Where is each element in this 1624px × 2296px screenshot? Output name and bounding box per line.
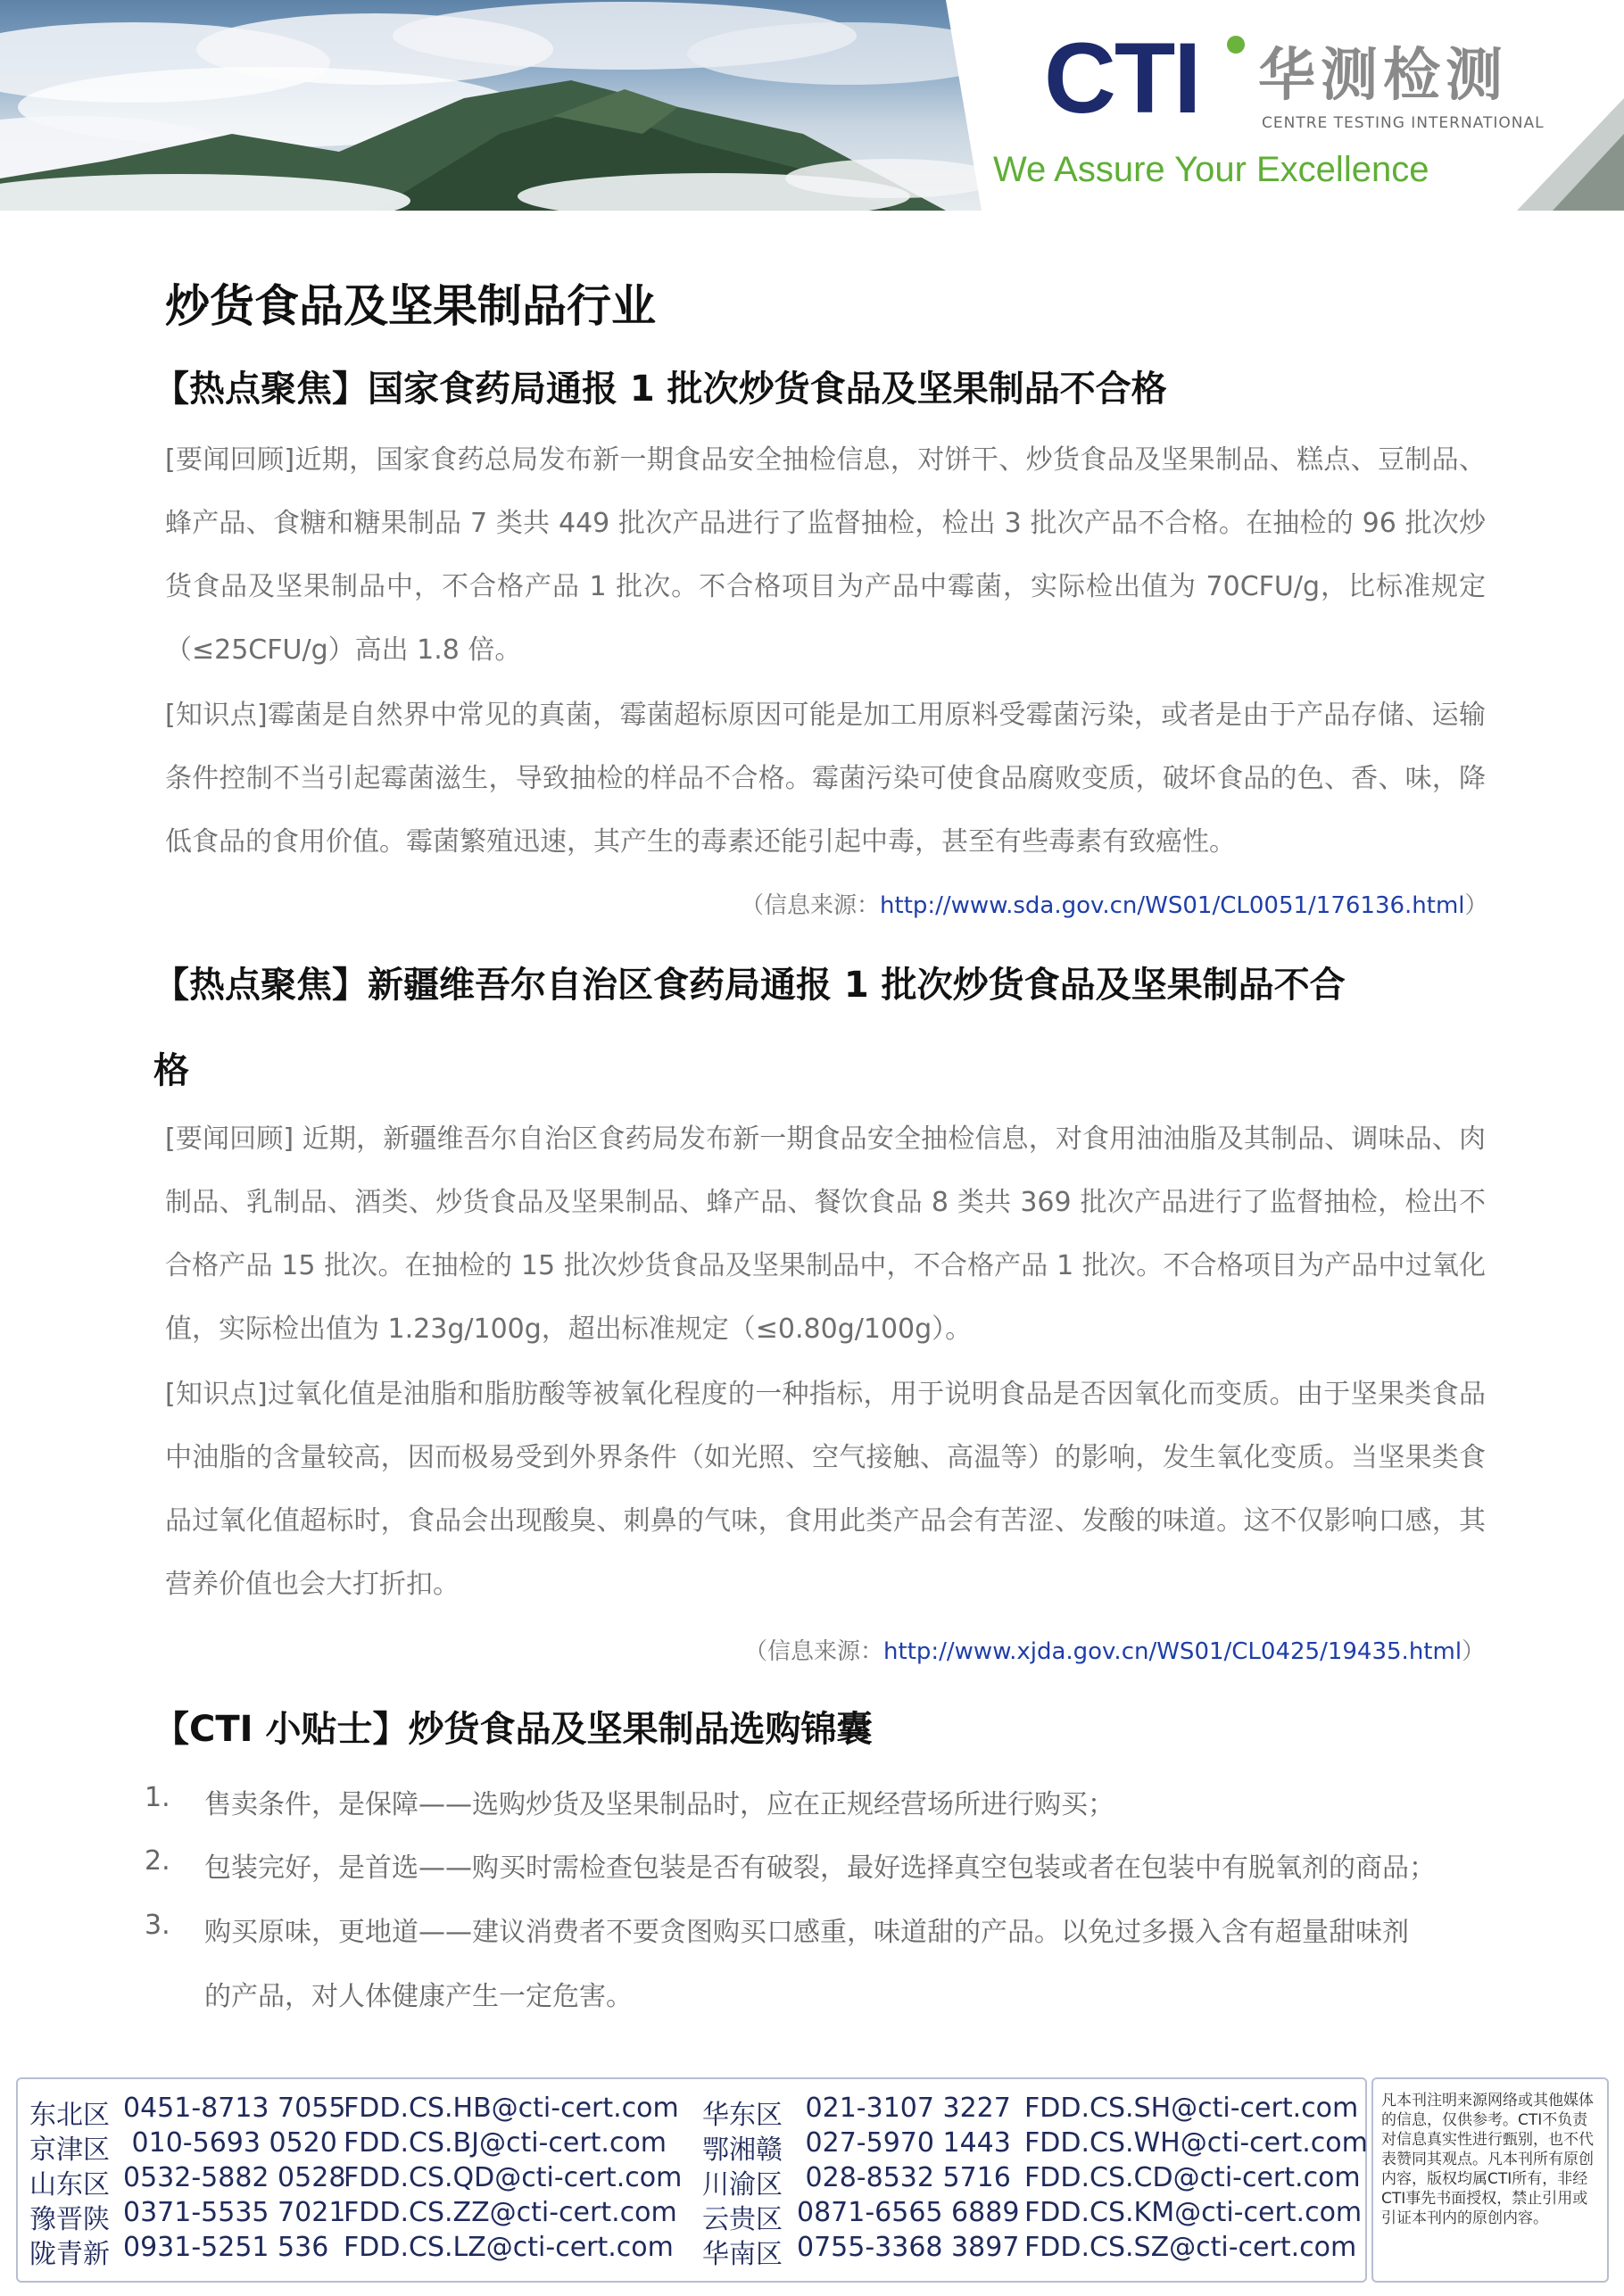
article1-knowledge: [知识点]霉菌是自然界中常见的真菌，霉菌超标原因可能是加工用原料受霉菌污染，或者是由于产品存储、运输条件控制不当引起霉菌滋生，导致抽检的样品不合格。霉菌污染可使食品腐败变质，破坏食品的色、香、味，降低食品的食用价值。霉菌繁殖迅速，其产生的毒素还能引起中毒，甚至有些毒素有致癌性。: [165, 700, 1486, 858]
contact-email[interactable]: FDD.CS.QD@cti-cert.com: [344, 2162, 683, 2193]
article1-news: [要闻回顾]近期，国家食药总局发布新一期食品安全抽检信息，对饼干、炒货食品及坚果制品、糕点、豆制品、蜂产品、食糖和糖果制品 7 类共 449 批次产品进行了监督抽检，检出 3 批次产品不合格。在抽检的 96 批次炒货食品及坚果制品中，不合格产品 1 批次。不合格项目为产品中霉菌，实际检出值为 70CFU/g，比标准规定（≤25CFU/g）高出 1.8 倍。: [165, 444, 1486, 666]
contact-phone: 0532-5882 0528: [123, 2162, 346, 2193]
article2-news: [要闻回顾] 近期，新疆维吾尔自治区食药局发布新一期食品安全抽检信息，对食用油油脂及其制品、调味品、肉制品、乳制品、酒类、炒货食品及坚果制品、蜂产品、餐饮食品 8 类共 369 批次产品进行了监督抽检，检出不合格产品 15 批次。在抽检的 15 批次炒货食品及坚果制品中，不合格产品 1 批次。不合格项目为产品中过氧化值，实际检出值为 1.23g/100g，超出标准规定（≤0.80g/100g）。: [165, 1123, 1486, 1345]
tip-item-3: 购买原味，更地道——建议消费者不要贪图购买口感重，味道甜的产品。以免过多摄入含有超量甜味剂: [204, 1917, 1409, 1948]
tips-heading: 【CTI 小贴士】炒货食品及坚果制品选购锦囊: [153, 1709, 873, 1750]
contact-region: 华东区: [702, 2100, 783, 2131]
article1-source-link[interactable]: http://www.sda.gov.cn/WS01/CL0051/176136.html: [880, 892, 1465, 919]
tip-item-2: 包装完好，是首选——购买时需检查包装是否有破裂，最好选择真空包装或者在包装中有脱氧剂的商品；: [204, 1853, 1436, 1884]
source-label: （信息来源：: [741, 892, 881, 919]
contact-email[interactable]: FDD.CS.ZZ@cti-cert.com: [344, 2197, 677, 2228]
contact-email[interactable]: FDD.CS.BJ@cti-cert.com: [344, 2127, 667, 2159]
contact-phone: 027-5970 1443: [797, 2127, 1011, 2159]
article1-source: [741, 887, 1488, 920]
contact-region: 东北区: [29, 2100, 110, 2131]
contact-phone: 0755-3368 3897: [797, 2232, 1020, 2263]
contact-region: 豫晋陕: [29, 2204, 110, 2235]
contact-region: 云贵区: [702, 2204, 783, 2235]
contact-region: 鄂湘赣: [702, 2134, 783, 2166]
article2-source-link[interactable]: http://www.xjda.gov.cn/WS01/CL0425/19435.html: [883, 1638, 1462, 1665]
contact-phone: 028-8532 5716: [797, 2162, 1011, 2193]
tip-number: 1.: [145, 1782, 170, 1813]
article2-heading-cont: 格: [153, 1050, 189, 1091]
page-title: 炒货食品及坚果制品行业: [165, 280, 656, 332]
logo-chinese-name: 华测检测: [1258, 43, 1508, 109]
slogan: We Assure Your Excellence: [993, 150, 1429, 189]
copyright-notice: 凡本刊注明来源网络或其他媒体的信息，仅供参考。CTI不负责对信息真实性进行甄别，也不代表赞同其观点。凡本刊所有原创内容，版权均属CTI所有，非经 CTI事先书面授权，禁止引用或引证本刊内的原创内容。: [1381, 2092, 1594, 2227]
article2-source: [744, 1633, 1485, 1666]
contact-phone: 010-5693 0520: [123, 2127, 337, 2159]
tip-number: 3.: [145, 1910, 170, 1941]
contact-email[interactable]: FDD.CS.HB@cti-cert.com: [344, 2093, 679, 2124]
contact-phone: 0871-6565 6889: [797, 2197, 1020, 2228]
contact-phone: 0931-5251 536: [123, 2232, 329, 2263]
contact-phone: 021-3107 3227: [797, 2093, 1011, 2124]
contact-email[interactable]: FDD.CS.LZ@cti-cert.com: [344, 2232, 674, 2263]
contact-region: 陇青新: [29, 2239, 110, 2270]
contact-email[interactable]: FDD.CS.WH@cti-cert.com: [1024, 2127, 1368, 2159]
logo-english-name: CENTRE TESTING INTERNATIONAL: [1262, 114, 1545, 132]
article2-heading: 【热点聚焦】新疆维吾尔自治区食药局通报 1 批次炒货食品及坚果制品不合: [153, 965, 1346, 1006]
contact-region: 川渝区: [702, 2169, 783, 2201]
contact-email[interactable]: FDD.CS.KM@cti-cert.com: [1024, 2197, 1363, 2228]
contact-email[interactable]: FDD.CS.SZ@cti-cert.com: [1024, 2232, 1357, 2263]
article1-heading: 【热点聚焦】国家食药局通报 1 批次炒货食品及坚果制品不合格: [153, 369, 1167, 410]
header-banner: [0, 0, 1624, 211]
article2-knowledge: [知识点]过氧化值是油脂和脂肪酸等被氧化程度的一种指标，用于说明食品是否因氧化而变质。由于坚果类食品中油脂的含量较高，因而极易受到外界条件（如光照、空气接触、高温等）的影响，发生氧化变质。当坚果类食品过氧化值超标时，食品会出现酸臭、刺鼻的气味，食用此类产品会有苦涩、发酸的味道。这不仅影响口感，其营养价值也会大打折扣。: [165, 1379, 1486, 1600]
source-close: ）: [1462, 1638, 1486, 1665]
contact-phone: 0371-5535 7021: [123, 2197, 346, 2228]
tip-number: 2.: [145, 1845, 170, 1877]
contact-region: 山东区: [29, 2169, 110, 2201]
source-label: （信息来源：: [744, 1638, 884, 1665]
contact-region: 京津区: [29, 2134, 110, 2166]
tip-item-1: 售卖条件，是保障——选购炒货及坚果制品时，应在正规经营场所进行购买；: [204, 1789, 1114, 1820]
logo-green-dot: [1227, 36, 1245, 54]
contact-email[interactable]: FDD.CS.SH@cti-cert.com: [1024, 2093, 1359, 2124]
contact-phone: 0451-8713 7055: [123, 2093, 346, 2124]
tip-item-3-cont: 的产品，对人体健康产生一定危害。: [204, 1981, 633, 2012]
contact-email[interactable]: FDD.CS.CD@cti-cert.com: [1024, 2162, 1361, 2193]
logo-cti-text: CTI: [1044, 22, 1200, 134]
source-close: ）: [1464, 892, 1488, 919]
contact-region: 华南区: [702, 2239, 783, 2270]
